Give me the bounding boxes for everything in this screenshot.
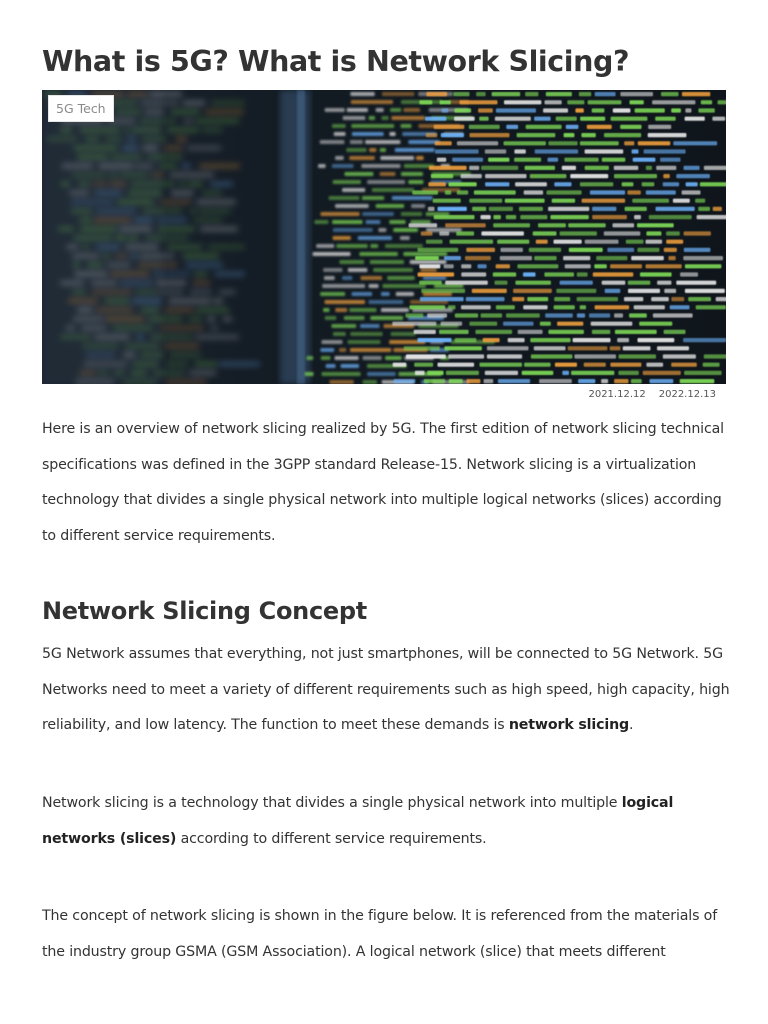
concept-paragraph-3: The concept of network slicing is shown in the figure below. It is referenced from the materials of the industry group GSMA (GSM Association). A logical network (slice) that meets different bbox=[42, 908, 718, 960]
page-title: What is 5G? What is Network Slicing? bbox=[42, 45, 630, 78]
logical-networks-bold: logical networks (slices) bbox=[42, 795, 674, 847]
category-badge[interactable]: 5G Tech bbox=[48, 95, 114, 122]
intro-paragraph: Here is an overview of network slicing realized by 5G. The first edition of network slicing technical specifications was defined in the 3GPP standard Release-15. Network slicing is a virtualization technology that divides a single physical network into multiple logical networks (slices) according to different service requirements. bbox=[42, 421, 724, 544]
published-date: 2021.12.12 bbox=[588, 389, 646, 400]
section-heading: Network Slicing Concept bbox=[42, 597, 367, 625]
post-dates bbox=[588, 388, 716, 402]
concept-end-2: according to different service requirements. bbox=[176, 830, 487, 847]
network-slicing-bold: network slicing bbox=[508, 717, 630, 733]
concept-paragraph-1 bbox=[42, 637, 732, 744]
concept-text-1: 5G Network assumes that everything, not just smartphones, will be connected to 5G Network. 5G Networks need to meet a variety of different requirements such as high speed, high capacity, high reliability, and low latency. The function to meet these demands is bbox=[42, 646, 730, 733]
concept-paragraph-2 bbox=[42, 786, 732, 857]
hero-image bbox=[42, 90, 726, 384]
concept-end-1: . bbox=[629, 717, 634, 733]
updated-date: 2022.12.13 bbox=[658, 389, 716, 400]
concept-text-2: Network slicing is a technology that divides a single physical network into multiple bbox=[42, 795, 622, 811]
code-screen-photo bbox=[42, 90, 726, 384]
